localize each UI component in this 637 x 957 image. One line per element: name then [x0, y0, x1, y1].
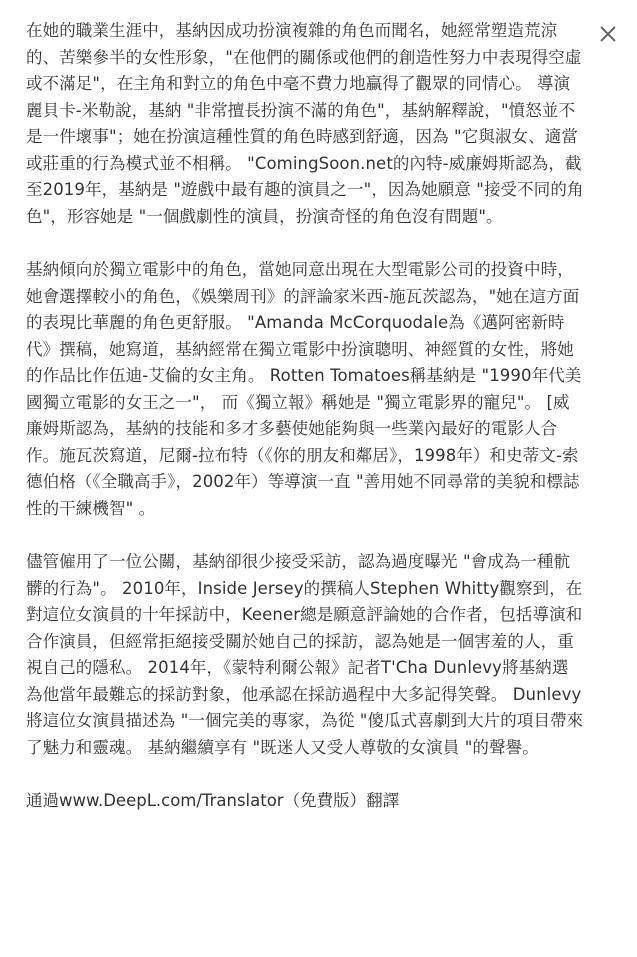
- paragraph-3: 儘管僱用了一位公關，基納卻很少接受采訪，認為過度曝光 "會成為一種骯髒的行為"。 2010年，Inside Jersey的撰稿人Stephen Whitty觀察到，在對這位女演員的十年採訪中，Keener總是願意評論她的合作者，包括導演和合作演員，但經常拒絕接受關於她自己的採訪，認為她是一個害羞的人，重視自己的隱私。 2014年，《蒙特利爾公報》記者T'Cha Dunlevy將基納選為他當年最難忘的採訪對象，他承認在採訪過程中大多記得笑聲。 Dunlevy將這位女演員描述為 "一個完美的專家，為從 "傻瓜式喜劇到大片的項目帶來了魅力和靈魂。 基納繼續享有 "既迷人又受人尊敬的女演員 "的聲譽。: [26, 552, 584, 757]
- paragraph-2: 基納傾向於獨立電影中的角色，當她同意出現在大型電影公司的投資中時，她會選擇較小的角色，《娛樂周刊》的評論家米西-施瓦茨認為，"她在這方面的表現比華麗的角色更舒服。 "Amanda McCorquodale為《邁阿密新時代》撰稿，她寫道，基納經常在獨立電影中扮演聰明、神經質的女性，將她的作品比作伍迪-艾倫的女主角。 Rotten Tomatoes稱基納是 "1990年代美國獨立電影的女王之一"， 而《獨立報》稱她是 "獨立電影界的寵兒"。 [威廉姆斯認為，基納的技能和多才多藝使她能夠與一些業內最好的電影人合作。施瓦茨寫道，尼爾-拉布特（《你的朋友和鄰居》，1998年）和史蒂文-索德伯格（《全職高手》，2002年）等導演一直 "善用她不同尋常的美貌和標誌性的干練機智" 。: [26, 260, 582, 518]
- paragraph-1: 在她的職業生涯中，基納因成功扮演複雜的角色而聞名，她經常塑造荒涼的、苦樂參半的女性形象，"在他們的關係或他們的創造性努力中表現得空虛或不滿足"，在主角和對立的角色中毫不費力地贏得了觀眾的同情心。 導演麗貝卡-米勒說，基納 "非常擅長扮演不滿的角色"，基納解釋說，"憤怒並不是一件壞事"；她在扮演這種性質的角色時感到舒適，因為 "它與淑女、適當或莊重的行為模式並不相稱。 "ComingSoon.net的內特-威廉姆斯認為，截至2019年，基納是 "遊戲中最有趣的演員之一"，因為她願意 "接受不同的角色"，形容她是 "一個戲劇性的演員，扮演奇怪的角色沒有問題"。: [26, 21, 584, 226]
- close-button[interactable]: [597, 23, 619, 45]
- close-icon[interactable]: [597, 23, 619, 45]
- translator-credit: 通過www.DeepL.com/Translator（免費版）翻譯: [26, 791, 400, 810]
- paragraph-gap: [26, 230, 585, 257]
- paragraph-gap: [26, 761, 585, 788]
- paragraph-gap: [26, 522, 585, 549]
